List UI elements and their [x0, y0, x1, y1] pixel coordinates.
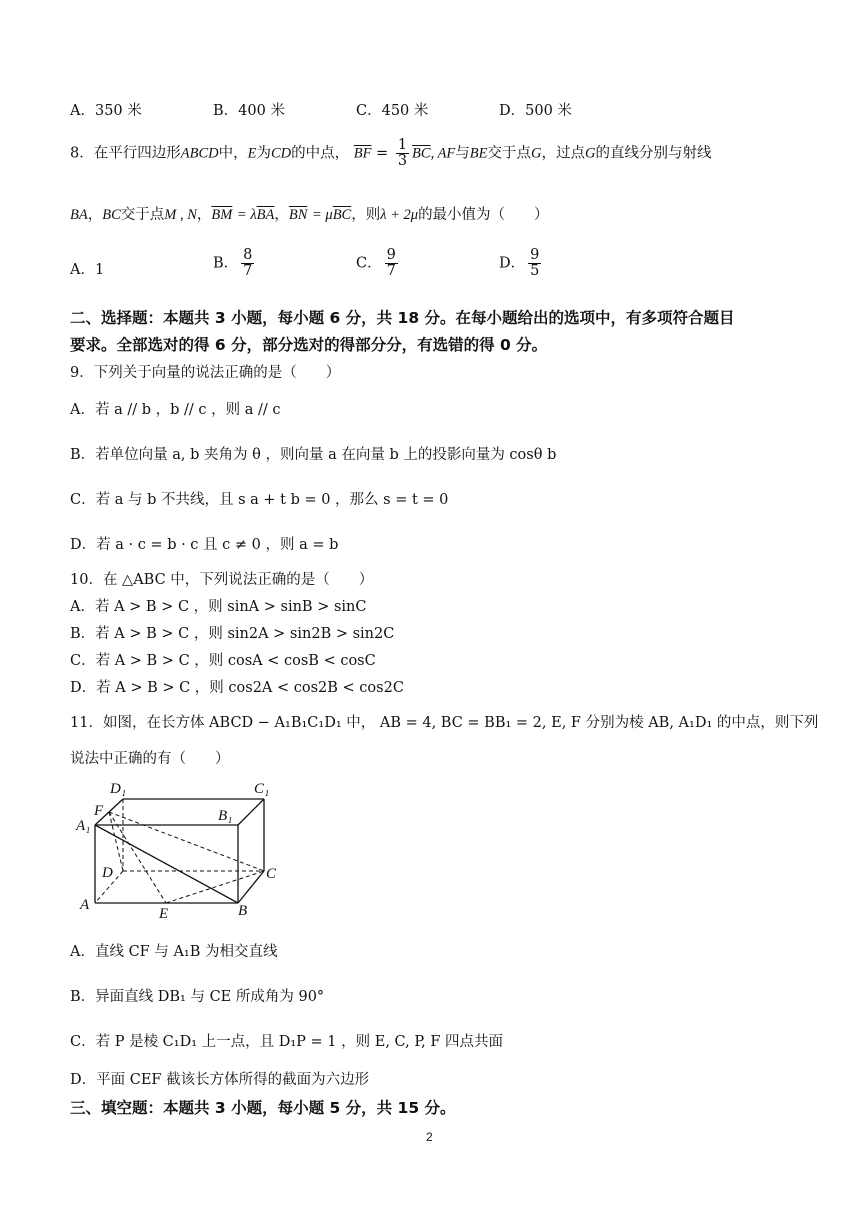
q10-option-b: B．若 A > B > C ，则 sin2A > sin2B > sin2C	[70, 626, 395, 642]
q11-option-a: A．直线 CF 与 A₁B 为相交直线	[70, 944, 278, 960]
q9-stem: 9．下列关于向量的说法正确的是（ ）	[70, 365, 341, 381]
q11-option-c: C．若 P 是棱 C₁D₁ 上一点，且 D₁P = 1 ，则 E, C, P, F 四点共面	[70, 1034, 504, 1050]
fraction-one-third: $\frac{1}{3}$	[397, 137, 408, 170]
section2-heading-line1: 二、选择题：本题共 3 小题，每小题 6 分，共 18 分。在每小题给出的选项中，有多项符合题目	[70, 309, 735, 327]
section3-heading: 三、填空题：本题共 3 小题，每小题 5 分，共 15 分。	[70, 1099, 456, 1117]
q10-stem: 10．在 △ABC 中，下列说法正确的是（ ）	[70, 572, 374, 588]
label-f: F	[94, 803, 104, 819]
page-number: 2	[426, 1130, 433, 1144]
label-c1: C₁	[254, 781, 270, 797]
q8-option-b: B． $\frac{8}{7}$	[213, 247, 253, 280]
q11-stem-line1: 11．如图，在长方体 ABCD − A₁B₁C₁D₁ 中， AB = 4, BC = BB₁ = 2, E, F 分别为棱 AB, A₁D₁ 的中点，则下列	[70, 715, 819, 731]
q8-option-a: A．1	[70, 262, 105, 278]
label-a: A	[80, 897, 90, 913]
q8-line2: BA，BC交于点M , N，$\overline{BM} = \lambda\overline{BA}$，$\overline{BN} = \mu\overline{BC}$，则λ + 2μ的最小值为（ ）	[70, 207, 549, 223]
section2-heading-line2: 要求。全部选对的得 6 分，部分选对的得部分分，有选错的得 0 分。	[70, 336, 548, 354]
q10-option-a: A．若 A > B > C ，则 sinA > sinB > sinC	[70, 599, 367, 615]
q9-option-a: A．若 a // b ，b // c ，则 a // c	[70, 402, 281, 418]
q11-option-b: B．异面直线 DB₁ 与 CE 所成角为 90°	[70, 989, 325, 1005]
label-d1: D₁	[110, 781, 127, 797]
cuboid-figure	[70, 775, 290, 925]
q7-option-c: C．450 米	[356, 103, 429, 119]
q7-option-d: D．500 米	[499, 103, 572, 119]
q8-option-c: C． $\frac{9}{7}$	[356, 247, 396, 280]
label-a1: A₁	[76, 818, 91, 834]
q7-option-b: B．400 米	[213, 103, 285, 119]
q8-option-d: D． $\frac{9}{5}$	[499, 247, 540, 280]
label-b1: B₁	[218, 808, 233, 824]
q10-option-d: D．若 A > B > C ，则 cos2A < cos2B < cos2C	[70, 680, 404, 696]
q9-option-b: B．若单位向量 a, b 夹角为 θ ，则向量 a 在向量 b 上的投影向量为 cosθ b	[70, 447, 557, 463]
vector-bf: $\overline{BF}$	[353, 145, 372, 162]
label-b: B	[238, 903, 248, 919]
label-e: E	[159, 906, 169, 922]
label-d: D	[102, 865, 113, 881]
q11-option-d: D．平面 CEF 截该长方体所得的截面为六边形	[70, 1072, 370, 1088]
q9-option-c: C．若 a 与 b 不共线，且 s a + t b = 0 ，那么 s = t = 0	[70, 492, 449, 508]
q7-option-a: A．350 米	[70, 103, 142, 119]
q8-line1: 8．在平行四边形ABCD中，E为CD的中点， $\overline{BF}$ = $\frac{1}{3}$ $\overline{BC}$, AF与BE交于点G，过点G的直线分别与射线	[70, 137, 712, 170]
q9-option-d: D．若 a · c = b · c 且 c ≠ 0 ，则 a = b	[70, 537, 339, 553]
q10-option-c: C．若 A > B > C ，则 cosA < cosB < cosC	[70, 653, 376, 669]
label-c: C	[266, 866, 277, 882]
q11-stem-line2: 说法中正确的有（ ）	[70, 751, 230, 767]
